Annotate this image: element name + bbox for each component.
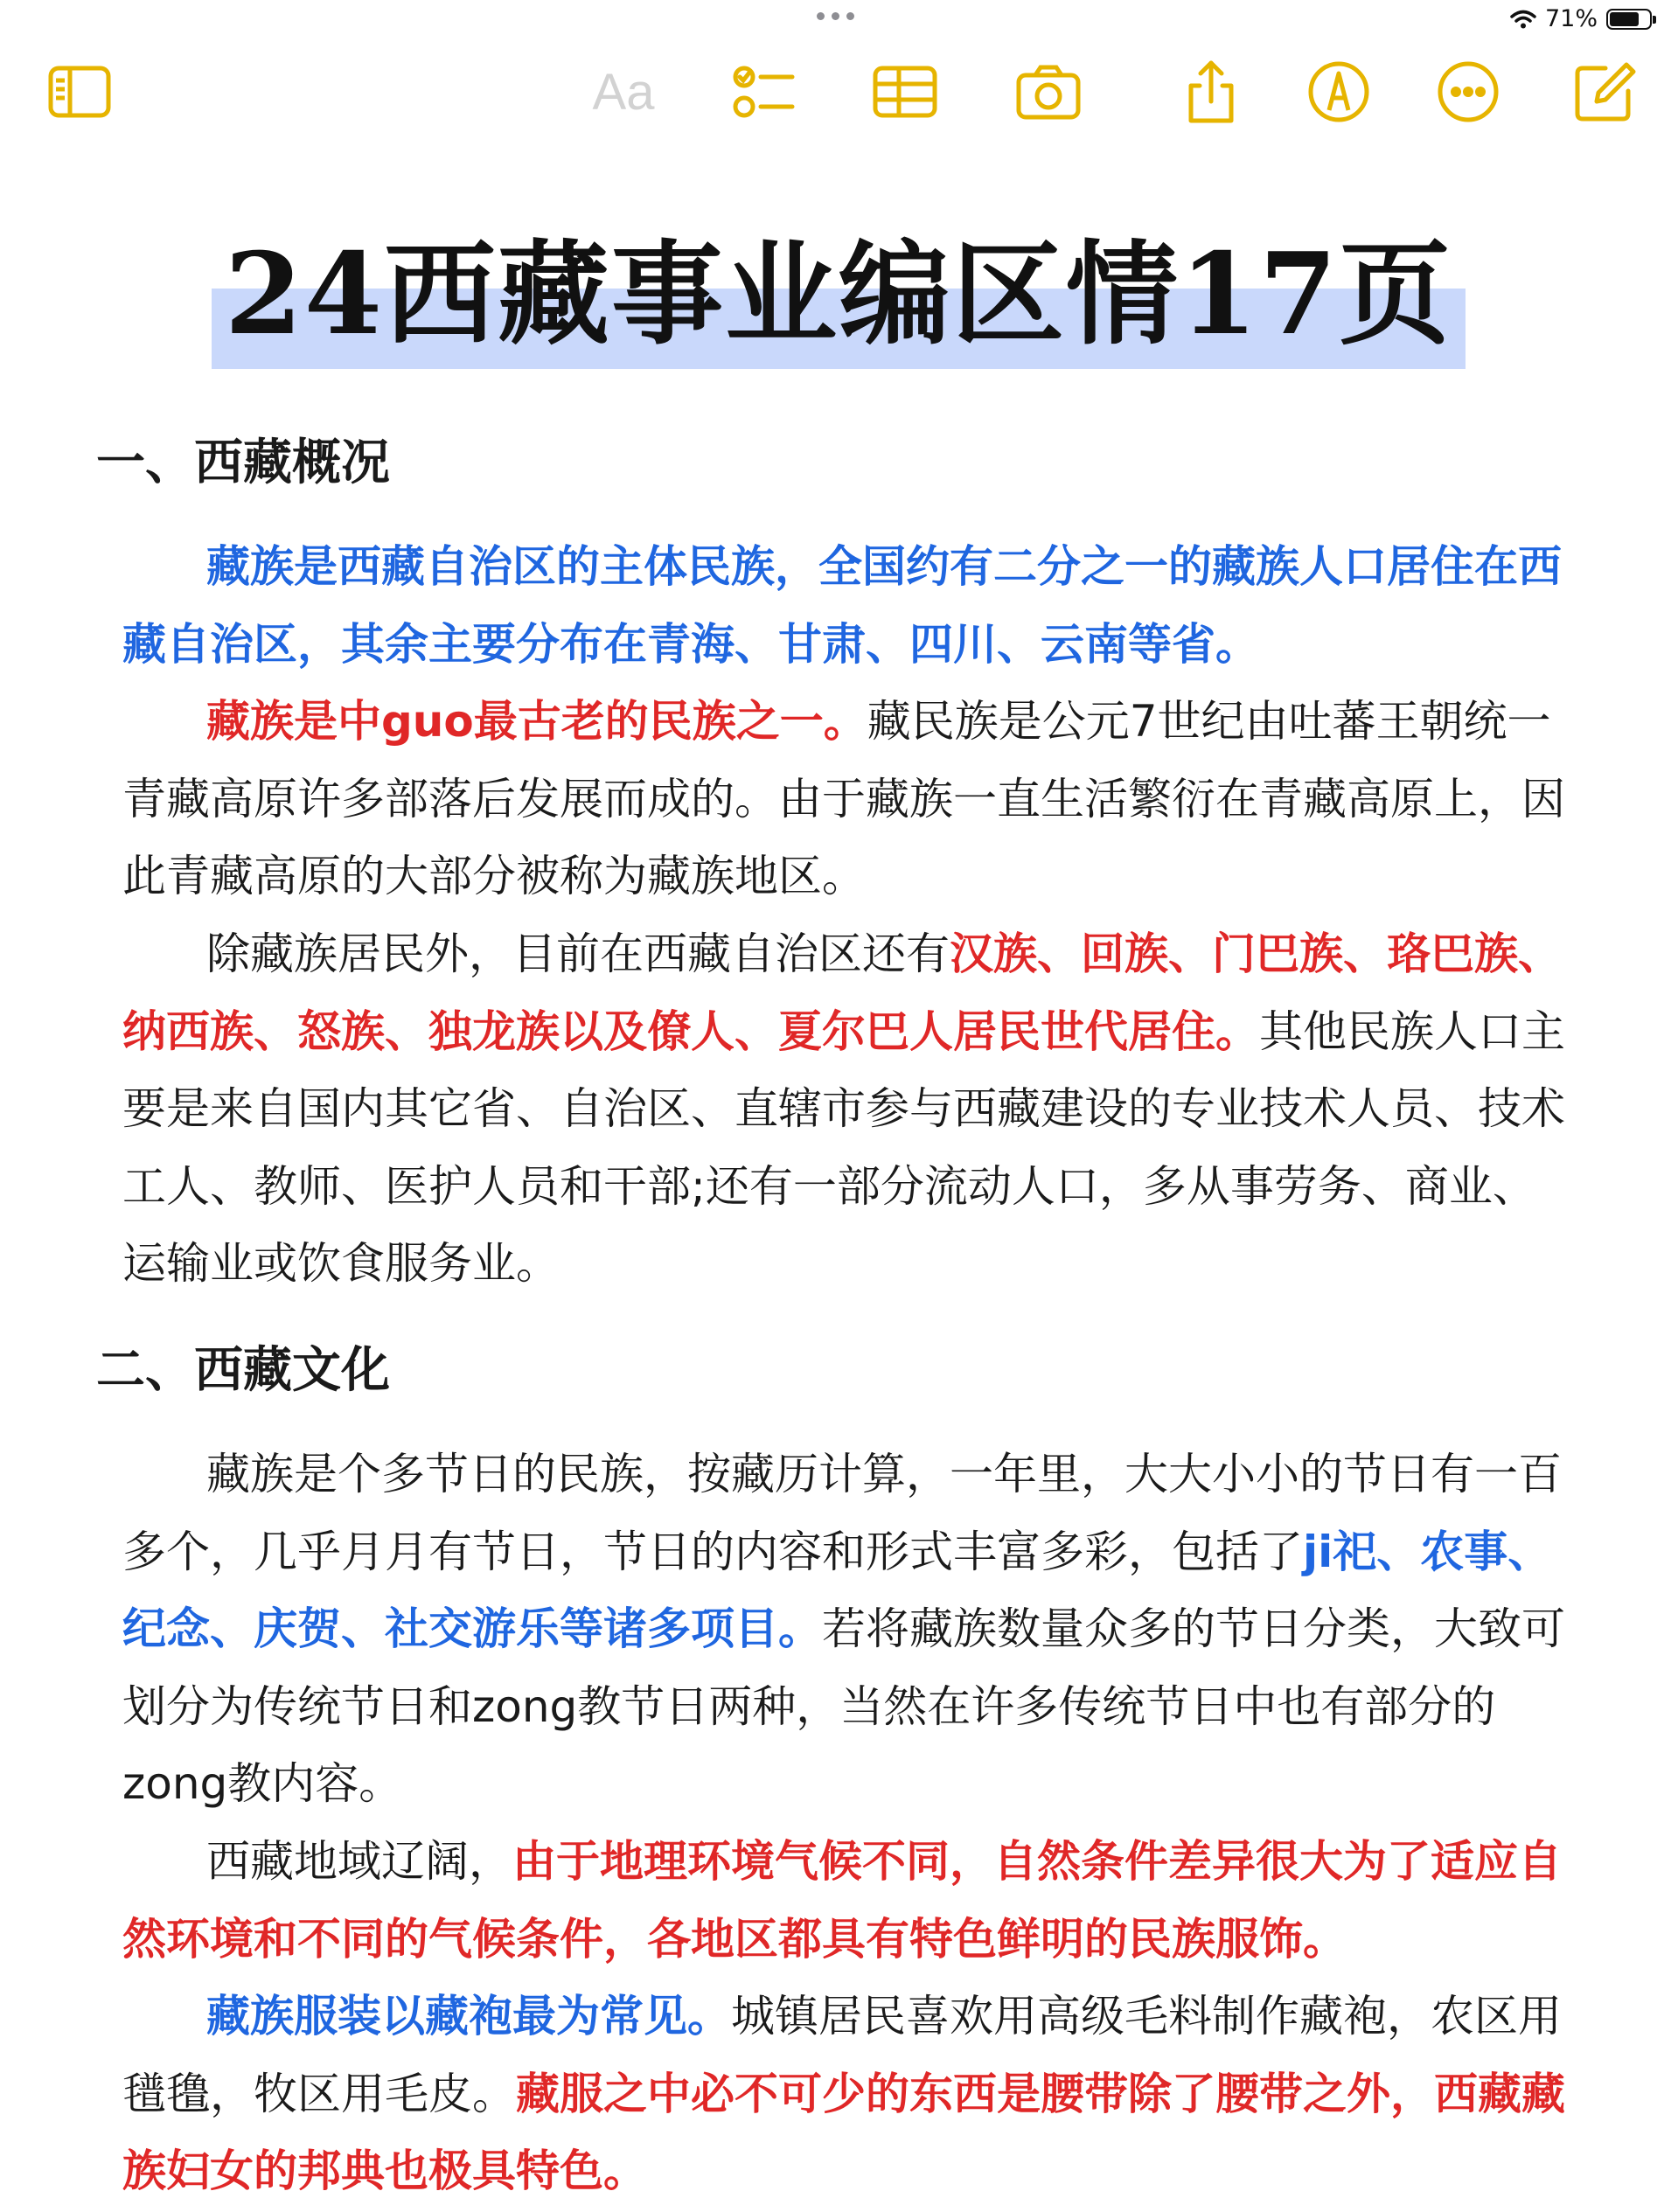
section1-paragraph3[interactable] xyxy=(122,915,1574,1303)
status-indicators xyxy=(1510,5,1652,32)
status-bar xyxy=(0,0,1678,40)
body-text: 藏族是个多节日的民族，按藏历计算，一年里，大大小小的节日有一百多个，几乎月月有节日，节日的内容和形式丰富多彩，包括了 xyxy=(122,1449,1562,1577)
section1-heading[interactable]: 一、西藏概况 xyxy=(96,434,390,491)
format-button[interactable] xyxy=(584,52,663,131)
share-icon xyxy=(1177,58,1245,126)
body-text: 城镇居民喜欢用高级毛料制作藏袍，农区用氆氇，牧区用毛皮。 xyxy=(122,1991,1562,2119)
section2-paragraph3[interactable] xyxy=(122,1978,1574,2210)
markup-pen-icon xyxy=(1305,58,1373,126)
highlight-blue: ji祀、农事、纪念、庆贺、社交游乐等诸多项目。 xyxy=(122,1526,1552,1654)
compose-icon xyxy=(1570,58,1639,126)
highlight-red: 汉族、回族、门巴族、珞巴族、纳西族、怒族、独龙族以及僚人、夏尔巴人居民世代居住。 xyxy=(122,929,1562,1057)
multitasking-dots-icon[interactable] xyxy=(817,12,854,20)
note-title-block xyxy=(212,229,1466,369)
format-label: Aa xyxy=(592,63,655,121)
more-button[interactable] xyxy=(1429,52,1507,131)
table-icon xyxy=(871,58,939,126)
body-text: 西藏地域辽阔， xyxy=(206,1836,512,1887)
more-icon xyxy=(1434,58,1502,126)
section2-paragraph1[interactable] xyxy=(122,1436,1574,1823)
highlight-red: 藏服之中必不可少的东西是腰带除了腰带之外，西藏藏族妇女的邦典也极具特色。 xyxy=(122,2068,1565,2196)
section1-paragraph2[interactable] xyxy=(122,683,1574,915)
checklist-icon xyxy=(729,58,797,126)
section2-paragraph2[interactable] xyxy=(122,1823,1574,1978)
sidebar-toggle-button[interactable] xyxy=(40,52,119,131)
highlight-blue: 藏族服装以藏袍最为常见。 xyxy=(206,1991,731,2042)
sidebar-icon xyxy=(45,58,114,126)
highlight-red: 藏族是中guo最古老的民族之一。 xyxy=(206,696,867,747)
markup-button[interactable] xyxy=(1299,52,1378,131)
highlight-blue: 藏族是西藏自治区的主体民族，全国约有二分之一的藏族人口居住在西藏自治区，其余主要分布在青海、甘肃、四川、云南等省。 xyxy=(122,541,1562,670)
battery-icon xyxy=(1606,9,1652,30)
camera-icon xyxy=(1014,58,1083,126)
battery-percent: 71% xyxy=(1544,5,1598,32)
body-text: 除藏族居民外，目前在西藏自治区还有 xyxy=(206,929,950,979)
checklist-button[interactable] xyxy=(724,52,803,131)
body-text: 若将藏族数量众多的节日分类，大致可划分为传统节日和zong教节日两种，当然在许多传统节日中也有部分的zong教内容。 xyxy=(122,1603,1565,1809)
notes-toolbar xyxy=(0,52,1678,131)
camera-button[interactable] xyxy=(1009,52,1088,131)
note-title[interactable]: 24西藏事业编区情17页 xyxy=(224,229,1453,360)
share-button[interactable] xyxy=(1172,52,1250,131)
body-text: 藏民族是公元7世纪由吐蕃王朝统一青藏高原许多部落后发展而成的。由于藏族一直生活繁衍在青藏高原上，因此青藏高原的大部分被称为藏族地区。 xyxy=(122,696,1565,901)
section2-heading[interactable]: 二、西藏文化 xyxy=(96,1341,390,1399)
body-text: 其他民族人口主要是来自国内其它省、自治区、直辖市参与西藏建设的专业技术人员、技术工人、教师、医护人员和干部;还有一部分流动人口，多从事劳务、商业、运输业或饮食服务业。 xyxy=(122,1005,1565,1289)
section1-paragraph1[interactable] xyxy=(122,528,1574,683)
wifi-icon xyxy=(1510,10,1536,29)
compose-button[interactable] xyxy=(1565,52,1644,131)
highlight-red: 由于地理环境气候不同，自然条件差异很大为了适应自然环境和不同的气候条件，各地区都具有特色鲜明的民族服饰。 xyxy=(122,1836,1562,1965)
table-button[interactable] xyxy=(866,52,944,131)
